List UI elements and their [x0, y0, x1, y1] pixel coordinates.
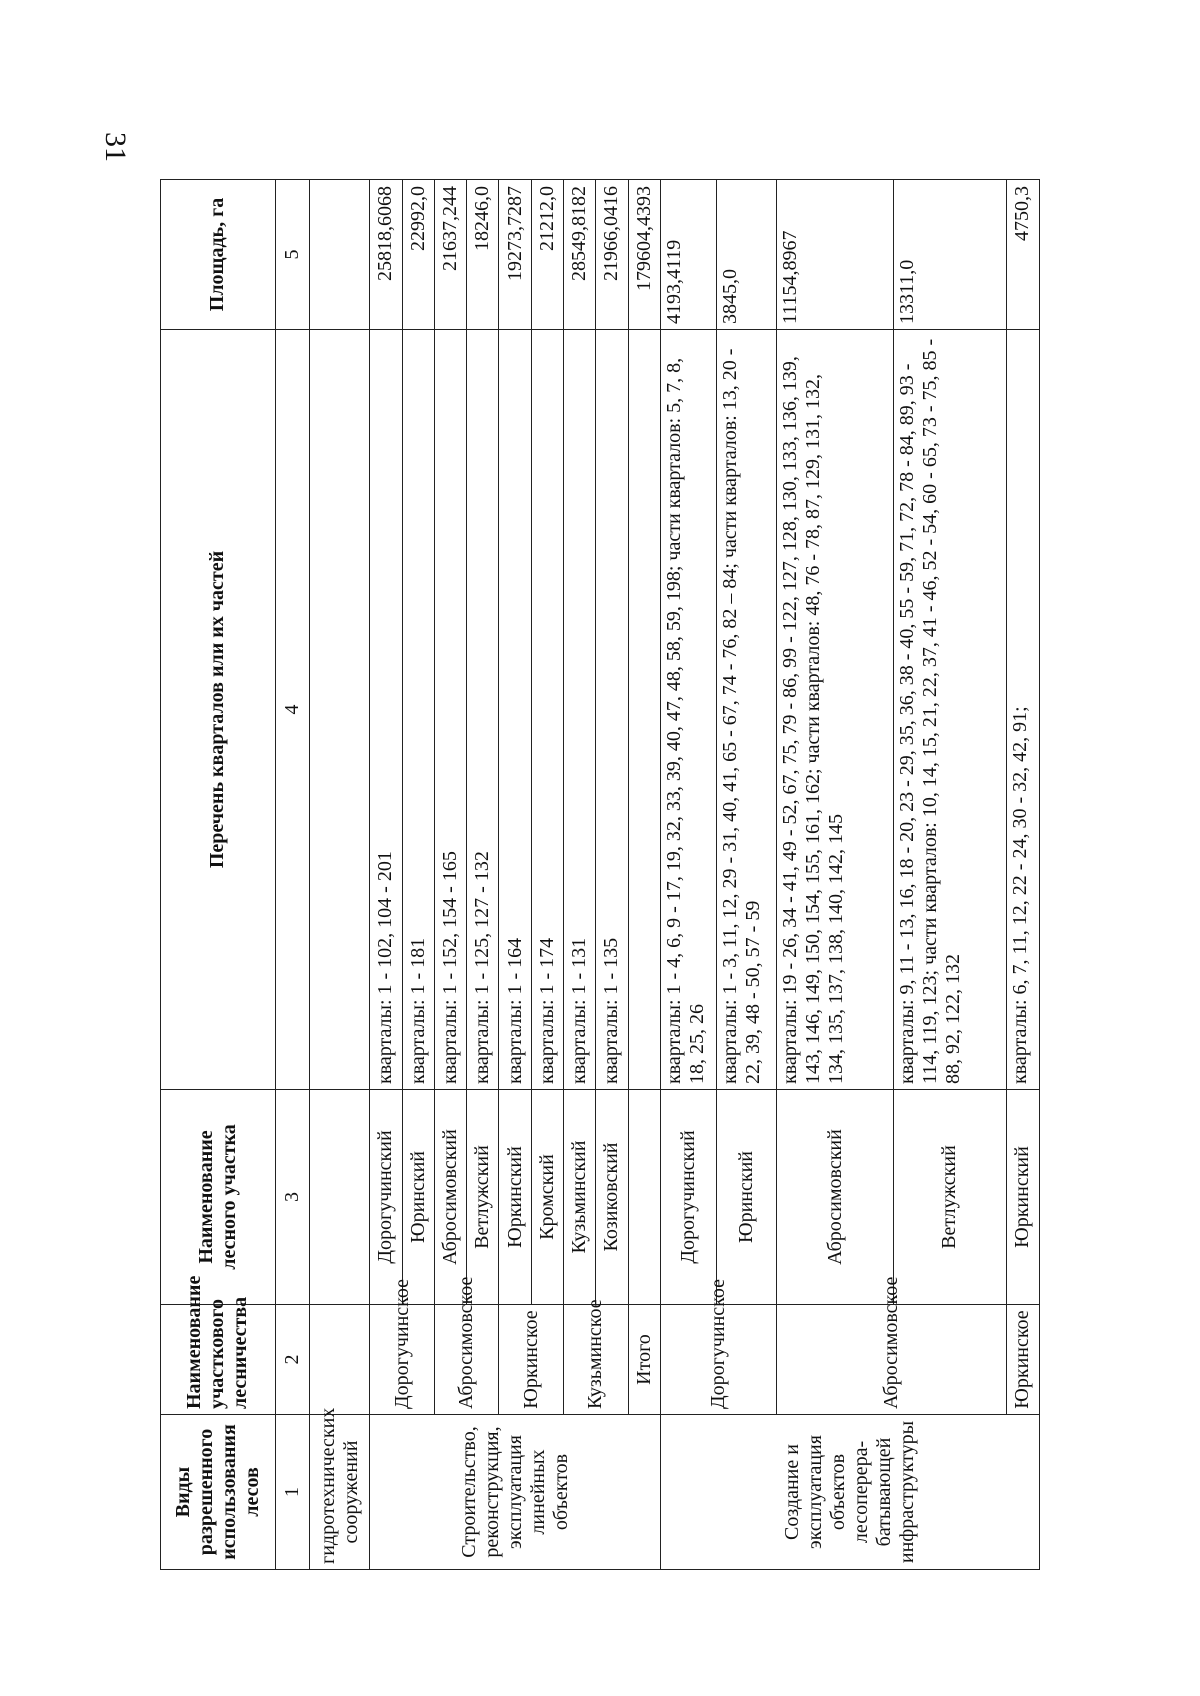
area-value: 13311,0 [894, 180, 1006, 330]
district-forestry: Абросимовское [434, 1305, 499, 1415]
page-number: 31 [99, 132, 132, 162]
quarters-list: кварталы: 19 - 26, 34 - 41, 49 - 52, 67, 75, 79 - 86, 99 - 122, 127, 128, 130, 133, 136, 139, 143, 146, 149, 150, 154, 155, 161, 162; части кварталов: 48, 76 - 78, 87, 129, 131, 132, 134, 135, 137, 138, 140, 142, 145 [777, 330, 894, 1090]
district-forestry: Юркинское [499, 1305, 564, 1415]
area-value: 3845,0 [717, 180, 777, 330]
forest-plot: Дорогучинский [370, 1090, 402, 1305]
forest-plot: Кузьминский [563, 1090, 595, 1305]
quarters-list: кварталы: 1 - 4, 6, 9 - 17, 19, 32, 33, 39, 40, 47, 48, 58, 59, 198; части кварталов: 5, 7, 8, 18, 25, 26 [660, 330, 716, 1090]
area-value: 25818,6068 [370, 180, 402, 330]
col-number: 5 [275, 180, 309, 330]
area-value: 4750,3 [1006, 180, 1039, 330]
quarters-list: кварталы: 1 - 125, 127 - 132 [467, 330, 499, 1090]
forest-plot: Юркинский [499, 1090, 531, 1305]
forest-plot: Ветлужский [894, 1090, 1006, 1305]
forest-plot: Козиковский [596, 1090, 628, 1305]
forest-use-table [160, 179, 1040, 1570]
area-value: 4193,4119 [660, 180, 716, 330]
forest-plot: Юринский [717, 1090, 777, 1305]
quarters-list: кварталы: 1 - 102, 104 - 201 [370, 330, 402, 1090]
col-number: 2 [275, 1305, 309, 1415]
use-kind-linear: Строительство, реконструкция, эксплуатация линейных объектов [370, 1415, 661, 1570]
area-value: 11154,8967 [777, 180, 894, 330]
forest-plot: Ветлужский [467, 1090, 499, 1305]
col-number: 1 [275, 1415, 309, 1570]
district-forestry: Дорогучинское [660, 1305, 777, 1415]
area-value: 18246,0 [467, 180, 499, 330]
header-use-kind: Виды разрешенного использования лесов [161, 1415, 276, 1570]
district-forestry: Кузьминское [563, 1305, 628, 1415]
area-value: 21637,244 [434, 180, 466, 330]
quarters-list: кварталы: 1 - 3, 11, 12, 29 - 31, 40, 41, 65 - 67, 74 - 76, 82 – 84; части кварталов: 13, 20 - 22, 39, 48 - 50, 57 - 59 [717, 330, 777, 1090]
header-quarters-list: Перечень кварталов или их частей [161, 330, 276, 1090]
col-number: 4 [275, 330, 309, 1090]
quarters-list: кварталы: 1 - 164 [499, 330, 531, 1090]
district-forestry: Юркинское [1006, 1305, 1039, 1415]
header-district-forestry: Наименование участкового лесничества [161, 1305, 276, 1415]
forest-plot: Абросимовский [434, 1090, 466, 1305]
area-value: 19273,7287 [499, 180, 531, 330]
area-value: 21212,0 [531, 180, 563, 330]
quarters-list: кварталы: 1 - 131 [563, 330, 595, 1090]
forest-plot: Дорогучинский [660, 1090, 716, 1305]
total-label: Итого [628, 1305, 660, 1415]
forest-plot: Юркинский [1006, 1090, 1039, 1305]
rotated-table-wrapper [160, 180, 1040, 1570]
header-forest-plot: Наименование лесного участка [161, 1090, 276, 1305]
district-forestry: Абросимовское [777, 1305, 1006, 1415]
use-kind-processing: Создание и эксплуатация объектов лесоперера-батывающей инфраструктуры [660, 1415, 1039, 1570]
use-kind-gidro: гидротехнических сооружений [309, 1415, 369, 1570]
area-value: 22992,0 [402, 180, 434, 330]
area-value: 21966,0416 [596, 180, 628, 330]
total-area: 179604,4393 [628, 180, 660, 330]
quarters-list: кварталы: 1 - 181 [402, 330, 434, 1090]
forest-plot: Юринский [402, 1090, 434, 1305]
area-value: 28549,8182 [563, 180, 595, 330]
header-area: Площадь, га [161, 180, 276, 330]
quarters-list: кварталы: 1 - 152, 154 - 165 [434, 330, 466, 1090]
forest-plot: Абросимовский [777, 1090, 894, 1305]
quarters-list: кварталы: 6, 7, 11, 12, 22 - 24, 30 - 32, 42, 91; [1006, 330, 1039, 1090]
forest-plot: Кромский [531, 1090, 563, 1305]
quarters-list: кварталы: 1 - 174 [531, 330, 563, 1090]
quarters-list: кварталы: 1 - 135 [596, 330, 628, 1090]
col-number: 3 [275, 1090, 309, 1305]
district-forestry: Дорогучинское [370, 1305, 435, 1415]
quarters-list: кварталы: 9, 11 - 13, 16, 18 - 20, 23 - 29, 35, 36, 38 - 40, 55 - 59, 71, 72, 78 - 84, 89, 93 - 114, 119, 123; части кварталов: 10, 14, 15, 21, 22, 37, 41 - 46, 52 - 54, 60 - 65, 73 - 75, 85 - 88, 92, 122, 132 [894, 330, 1006, 1090]
